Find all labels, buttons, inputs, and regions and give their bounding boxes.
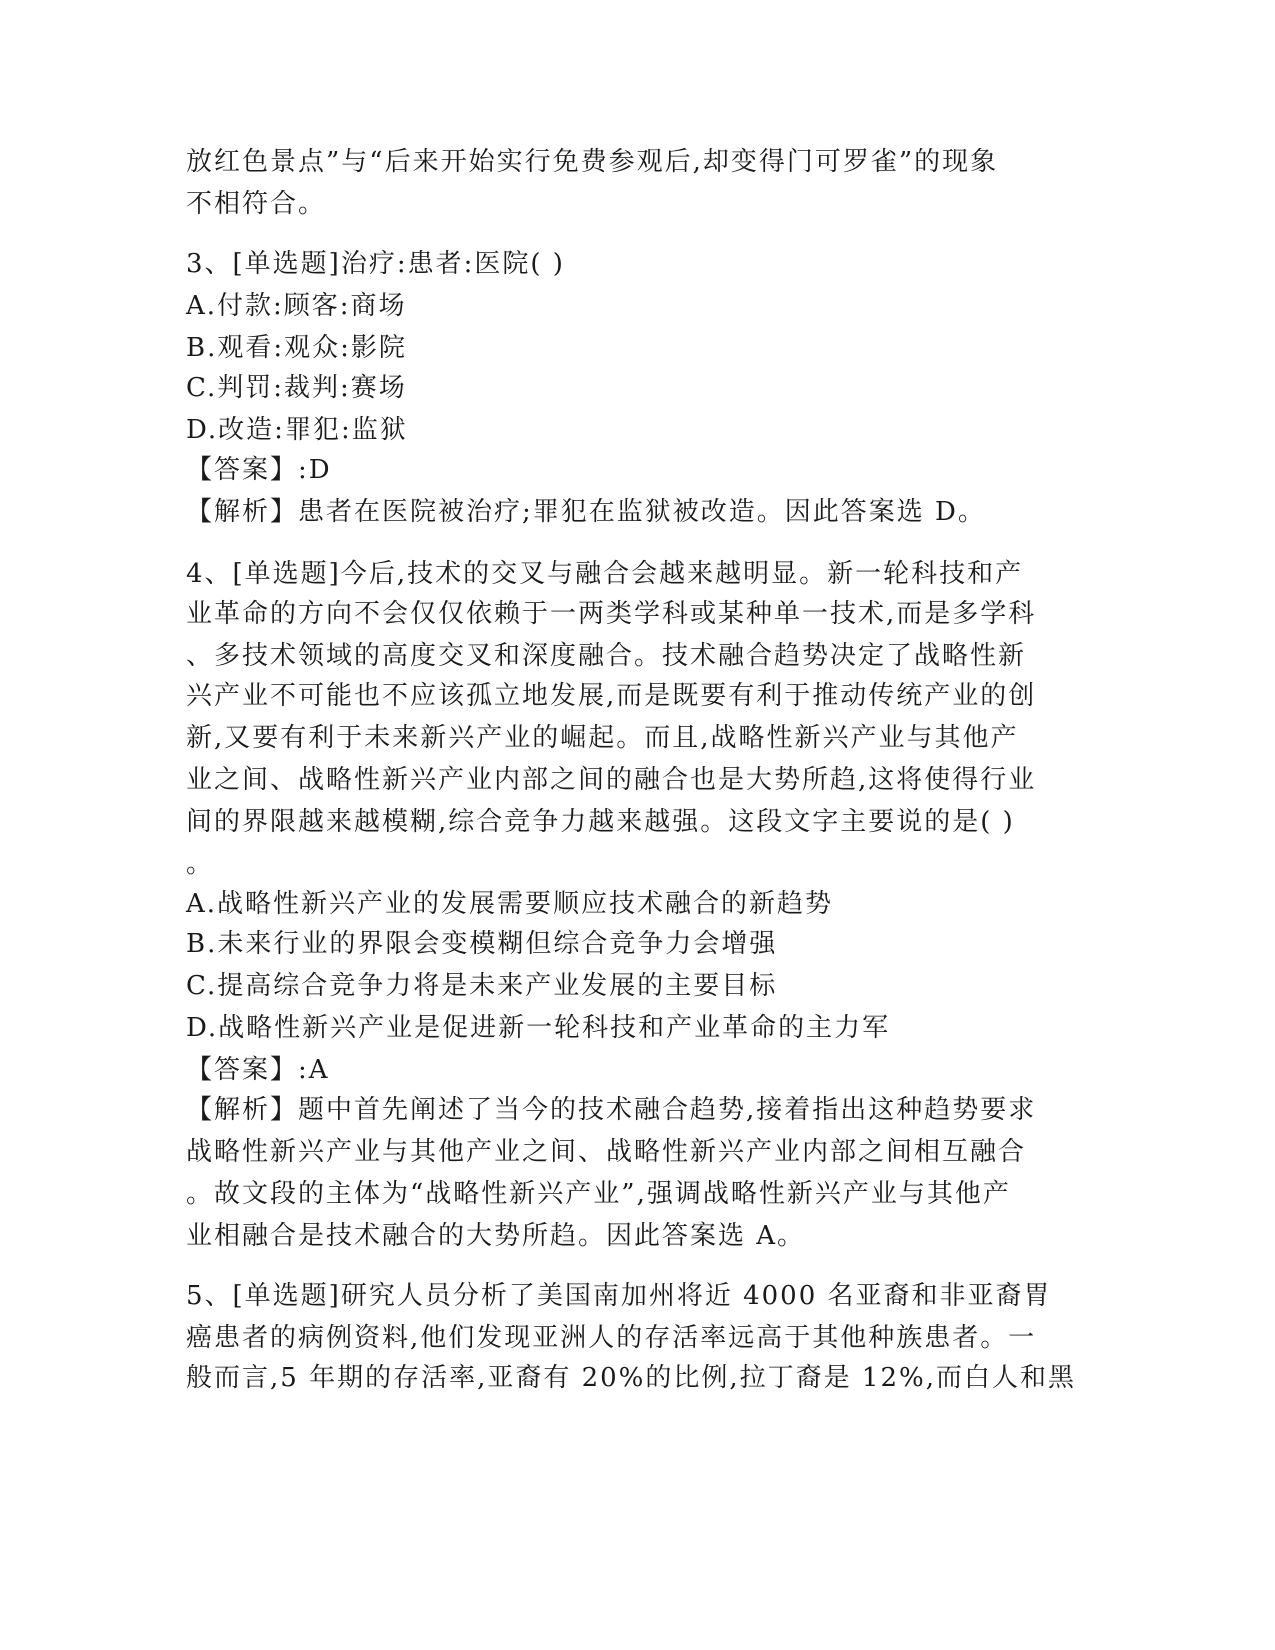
- document-page: [186, 0, 1076, 1650]
- question-5-stem: 般而言,5 年期的存活率,亚裔有 20%的比例,拉丁裔是 12%,而白人和黑: [186, 1363, 1076, 1393]
- question-4-explanation: 。故文段的主体为“战略性新兴产业”,强调战略性新兴产业与其他产: [186, 1179, 1011, 1209]
- question-5-stem: 5、[单选题]研究人员分析了美国南加州将近 4000 名亚裔和非亚裔胃: [186, 1281, 1052, 1311]
- question-4-stem: 新,又要有利于未来新兴产业的崛起。而且,战略性新兴产业与其他产: [186, 723, 1019, 753]
- question-4-stem: 业革命的方向不会仅仅依赖于一两类学科或某种单一技术,而是多学科: [186, 599, 1037, 629]
- question-4-stem: 业之间、战略性新兴产业内部之间的融合也是大势所趋,这将使得行业: [186, 765, 1037, 795]
- question-4-stem: 。: [186, 849, 215, 879]
- question-4-option-d: D.战略性新兴产业是促进新一轮科技和产业革命的主力军: [186, 1013, 891, 1043]
- question-4-option-c: C.提高综合竞争力将是未来产业发展的主要目标: [186, 971, 778, 1001]
- question-4-explanation: 【解析】题中首先阐述了当今的技术融合趋势,接着指出这种趋势要求: [186, 1095, 1037, 1125]
- question-4-option-a: A.战略性新兴产业的发展需要顺应技术融合的新趋势: [186, 889, 834, 919]
- question-3-option-b: B.观看:观众:影院: [186, 333, 407, 363]
- question-4-explanation: 战略性新兴产业与其他产业之间、战略性新兴产业内部之间相互融合: [186, 1137, 1027, 1167]
- question-4-stem: 兴产业不可能也不应该孤立地发展,而是既要有利于推动传统产业的创: [186, 681, 1037, 711]
- question-3-option-a: A.付款:顾客:商场: [186, 291, 407, 321]
- question-4-option-b: B.未来行业的界限会变模糊但综合竞争力会增强: [186, 929, 778, 959]
- question-4-stem: 间的界限越来越模糊,综合竞争力越来越强。这段文字主要说的是( ): [186, 807, 1015, 837]
- text-line: 放红色景点”与“后来开始实行免费参观后,却变得门可罗雀”的现象: [186, 147, 999, 177]
- question-4-answer: 【答案】:A: [186, 1055, 330, 1085]
- text-line: 不相符合。: [186, 189, 327, 219]
- question-3-stem: 3、[单选题]治疗:患者:医院( ): [186, 249, 565, 279]
- question-3-answer: 【答案】:D: [186, 455, 332, 485]
- question-5-stem: 癌患者的病例资料,他们发现亚洲人的存活率远高于其他种族患者。一: [186, 1323, 1037, 1353]
- question-3-option-c: C.判罚:裁判:赛场: [186, 373, 407, 403]
- question-4-explanation: 业相融合是技术融合的大势所趋。因此答案选 A。: [186, 1221, 806, 1251]
- question-4-stem: 4、[单选题]今后,技术的交叉与融合会越来越明显。新一轮科技和产: [186, 559, 1024, 589]
- question-3-option-d: D.改造:罪犯:监狱: [186, 415, 408, 445]
- question-4-stem: 、多技术领域的高度交叉和深度融合。技术融合趋势决定了战略性新: [186, 641, 1027, 671]
- question-3-explanation: 【解析】患者在医院被治疗;罪犯在监狱被改造。因此答案选 D。: [186, 497, 986, 527]
